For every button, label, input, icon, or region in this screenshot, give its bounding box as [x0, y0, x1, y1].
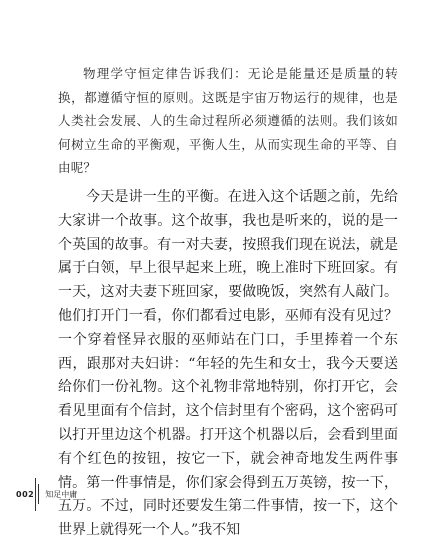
body-text-block: [58, 186, 398, 543]
page-number: 002: [16, 489, 35, 499]
body-paragraph: 今天是讲一生的平衡。在进入这个话题之前，先给大家讲一个故事。这个故事，我也是听来的，说的是一个英国的故事。有一对夫妻，按照我们现在说法，就是属于白领，早上很早起来上班，晚上准时下班回家。有一天，这对夫妻下班回家，要做晚饭，突然有人敲门。他们打开门一看，你们都看过电影，巫师有没有见过？一个穿着怪异衣服的巫师站在门口，手里捧着一个东西，跟那对夫妇讲：“年轻的先生和女士，我今天要送给你们一份礼物。这个礼物非常地特别，你打开它，会看见里面有个信封，这个信封里有个密码，这个密码可以打开里边这个机器。打开这个机器以后，会看到里面有个红色的按钮，按它一下，就会神奇地发生两件事情。第一件事情是，你们家会得到五万英镑，按一下，五万。不过，同时还要发生第二件事情，按一下，这个世界上就得死一个人。”我不知: [58, 189, 398, 539]
page-footer: [16, 487, 77, 501]
running-title: 知足中庸: [45, 489, 78, 499]
footer-separator: [38, 484, 39, 504]
preface-block: [58, 62, 398, 180]
preface-paragraph: 物理学守恒定律告诉我们：无论是能量还是质量的转换，都遵循守恒的原则。这既是宇宙万物运行的规律，也是人类社会发展、人的生命过程所必须遵循的法则。我们该如何树立生命的平衡观，平衡人生，从而实现生命的平等、自由呢？: [58, 66, 398, 175]
